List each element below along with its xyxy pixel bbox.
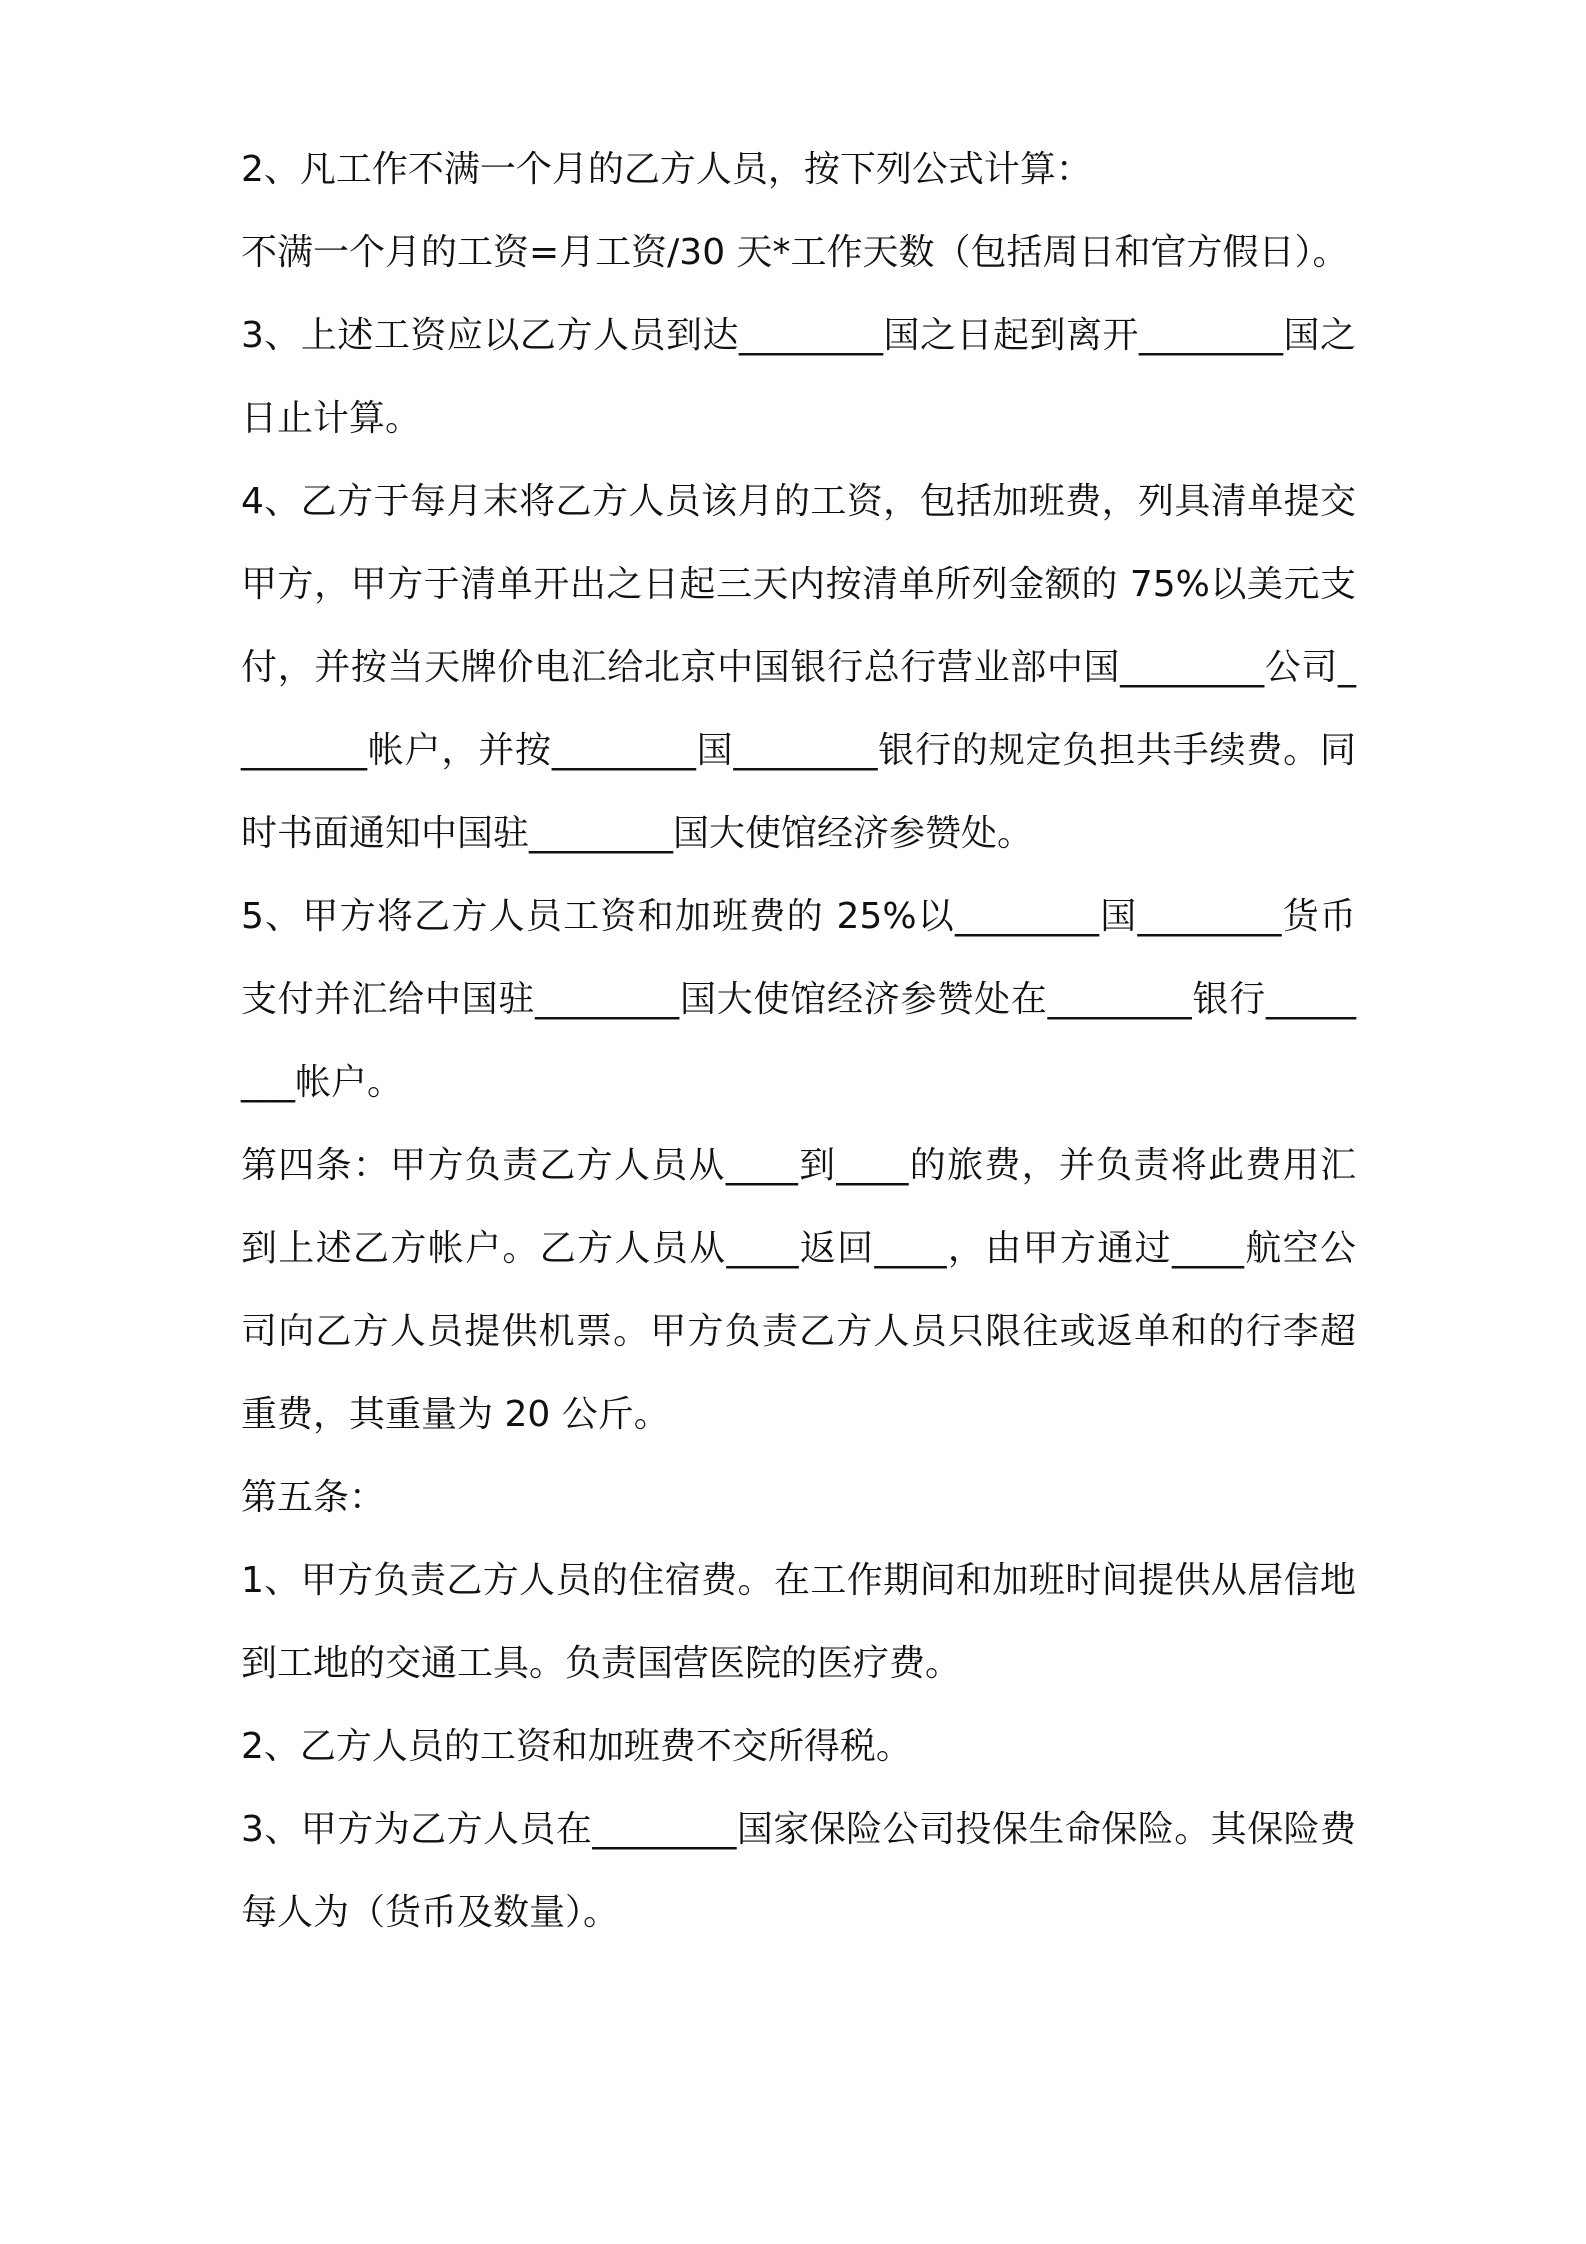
paragraph-article-5-item-2: 2、乙方人员的工资和加班费不交所得税。 bbox=[241, 1726, 912, 1767]
document-body bbox=[241, 128, 1356, 1954]
paragraph-article-4: 第四条：甲方负责乙方人员从____到____的旅费，并负责将此费用汇到上述乙方帐户。乙方人员从____返回____，由甲方通过____航空公司向乙方人员提供机票。甲方负责乙方人员只限往或返单和的行李超重费，其重量为 20 公斤。 bbox=[241, 1145, 1356, 1435]
paragraph-clause-3: 3、上述工资应以乙方人员到达________国之日起到离开________国之日止计算。 bbox=[241, 315, 1356, 439]
paragraph-clause-5: 5、甲方将乙方人员工资和加班费的 25%以________国________货币支付并汇给中国驻________国大使馆经济参赞处在________银行________帐户。 bbox=[241, 896, 1356, 1103]
paragraph-clause-2: 2、凡工作不满一个月的乙方人员，按下列公式计算： bbox=[241, 149, 1092, 190]
paragraph-formula: 不满一个月的工资=月工资/30 天*工作天数（包括周日和官方假日）。 bbox=[241, 232, 1349, 273]
heading-article-5: 第五条： bbox=[241, 1477, 386, 1518]
paragraph-article-5-item-3: 3、甲方为乙方人员在________国家保险公司投保生命保险。其保险费每人为（货币及数量）。 bbox=[241, 1809, 1356, 1933]
paragraph-clause-4: 4、乙方于每月末将乙方人员该月的工资，包括加班费，列具清单提交甲方，甲方于清单开出之日起三天内按清单所列金额的 75%以美元支付，并按当天牌价电汇给北京中国银行总行营业部中国________公司________帐户，并按________国________银行的规定负担共手续费。同时书面通知中国驻________国大使馆经济参赞处。 bbox=[241, 481, 1356, 854]
paragraph-article-5-item-1: 1、甲方负责乙方人员的住宿费。在工作期间和加班时间提供从居信地到工地的交通工具。负责国营医院的医疗费。 bbox=[241, 1560, 1356, 1684]
